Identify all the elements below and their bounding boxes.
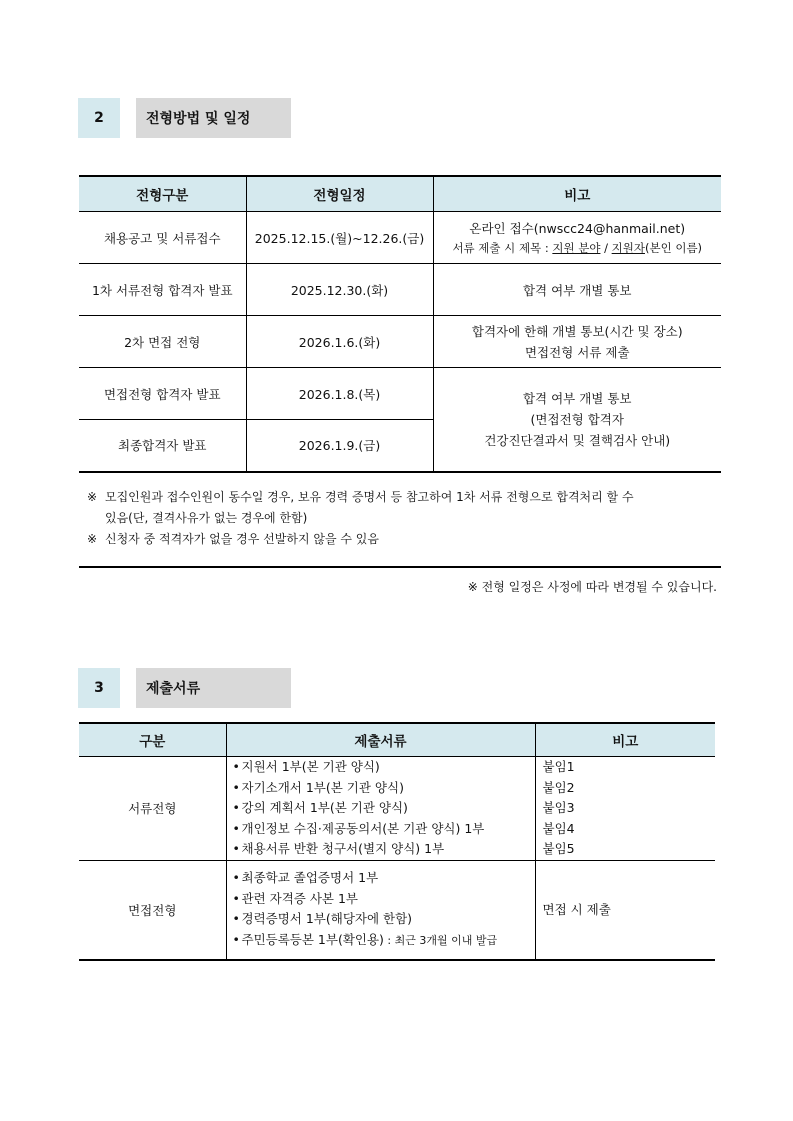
remark-cell xyxy=(433,212,721,264)
section-number: 3 xyxy=(78,668,120,708)
documents-table xyxy=(79,722,715,961)
table-row xyxy=(79,264,721,316)
attachment-label: 붙임1 xyxy=(542,759,575,774)
list-item: • 강의 계획서 1부(본 기관 양식) xyxy=(233,798,535,819)
note-mark: ※ xyxy=(87,490,98,504)
table-row xyxy=(79,316,721,368)
schedule-note: ※ 전형 일정은 사정에 따라 변경될 수 있습니다. xyxy=(467,580,717,594)
schedule-table xyxy=(79,175,721,473)
category-cell: 서류전형 xyxy=(79,757,226,861)
category-cell: 면접전형 합격자 발표 xyxy=(79,368,246,420)
divider xyxy=(79,566,721,568)
table-header-row xyxy=(79,723,715,757)
schedule-cell: 2025.12.30.(화) xyxy=(246,264,433,316)
remark-line: (면접전형 합격자 xyxy=(530,411,624,427)
note-text: 있음(단, 결격사유가 없는 경우에 한함) xyxy=(105,511,308,525)
note-text: 모집인원과 접수인원이 동수일 경우, 보유 경력 증명서 등 참고하여 1차 서류 전형으로 합격처리 할 수 xyxy=(105,490,634,504)
documents-cell xyxy=(226,757,535,861)
remark-name: 지원자 xyxy=(611,241,645,255)
remark-line: 건강진단결과서 및 결핵검사 안내) xyxy=(484,432,671,448)
list-item: • 주민등록등본 1부(확인용) : 최근 3개월 이내 발급 xyxy=(233,930,535,952)
list-item: • 지원서 1부(본 기관 양식) xyxy=(233,757,535,778)
remark-field: 지원 분야 xyxy=(552,241,601,255)
section-title: 제출서류 xyxy=(136,668,291,708)
schedule-cell: 2026.1.6.(화) xyxy=(246,316,433,368)
section-number: 2 xyxy=(78,98,120,138)
remark-line: 합격 여부 개별 통보 xyxy=(522,390,632,406)
note xyxy=(79,529,721,550)
category-cell: 면접전형 xyxy=(79,860,226,960)
attachment-label: 붙임5 xyxy=(542,841,575,856)
category-cell: 채용공고 및 서류접수 xyxy=(79,212,246,264)
note-text: 신청자 중 적격자가 없을 경우 선발하지 않을 수 있음 xyxy=(105,532,379,546)
category-cell: 2차 면접 전형 xyxy=(79,316,246,368)
attachment-label: 붙임3 xyxy=(542,800,575,815)
category-cell: 1차 서류전형 합격자 발표 xyxy=(79,264,246,316)
note xyxy=(79,487,721,529)
remark-line: 합격자에 한해 개별 통보(시간 및 장소) xyxy=(471,323,683,339)
list-item: • 경력증명서 1부(해당자에 한함) xyxy=(233,909,535,930)
table-row xyxy=(79,860,715,960)
remark-line: 온라인 접수(nwscc24@hanmail.net) xyxy=(469,221,686,236)
column-header: 제출서류 xyxy=(226,723,535,757)
note-mark: ※ xyxy=(87,532,98,546)
section-title: 전형방법 및 일정 xyxy=(136,98,291,138)
attachment-label: 붙임2 xyxy=(542,779,575,795)
remark-cell xyxy=(535,757,715,861)
schedule-cell: 2026.1.8.(목) xyxy=(246,368,433,420)
column-header: 전형구분 xyxy=(79,176,246,212)
table-row xyxy=(79,757,715,861)
bullet: • xyxy=(232,911,240,927)
list-item: • 자기소개서 1부(본 기관 양식) xyxy=(233,778,535,799)
bullet: • xyxy=(232,870,240,886)
list-item: • 최종학교 졸업증명서 1부 xyxy=(233,868,535,889)
bullet: • xyxy=(232,779,240,795)
bullet: • xyxy=(232,931,240,947)
remark-line xyxy=(434,239,722,257)
remark-cell: 합격 여부 개별 통보 xyxy=(433,264,721,316)
merged-remark-cell xyxy=(433,368,721,472)
notes xyxy=(79,487,721,550)
schedule-cell: 2025.12.15.(월)~12.26.(금) xyxy=(246,212,433,264)
list-item: • 관련 자격증 사본 1부 xyxy=(233,889,535,910)
bullet: • xyxy=(232,841,240,856)
list-item: • 채용서류 반환 청구서(별지 양식) 1부 xyxy=(233,839,535,860)
bullet: • xyxy=(232,890,240,906)
remark-suffix: (본인 이름) xyxy=(644,241,703,255)
remark-prefix: 서류 제출 시 제목 : xyxy=(452,241,553,255)
category-cell: 최종합격자 발표 xyxy=(79,420,246,472)
document-note: : 최근 3개월 이내 발급 xyxy=(383,933,498,947)
column-header: 비고 xyxy=(535,723,715,757)
column-header: 구분 xyxy=(79,723,226,757)
schedule-cell: 2026.1.9.(금) xyxy=(246,420,433,472)
table-row xyxy=(79,368,721,420)
remark-cell: 면접 시 제출 xyxy=(535,860,715,960)
bullet: • xyxy=(232,820,240,836)
bullet: • xyxy=(232,759,240,774)
column-header: 비고 xyxy=(433,176,721,212)
remark-sep: / xyxy=(600,241,612,255)
remark-line: 면접전형 서류 제출 xyxy=(524,344,630,360)
table-row xyxy=(79,212,721,264)
column-header: 전형일정 xyxy=(246,176,433,212)
bullet: • xyxy=(232,800,240,815)
table-header-row xyxy=(79,176,721,212)
list-item: • 개인정보 수집·제공동의서(본 기관 양식) 1부 xyxy=(233,819,535,840)
attachment-label: 붙임4 xyxy=(542,820,575,836)
documents-cell xyxy=(226,860,535,960)
remark-cell xyxy=(433,316,721,368)
